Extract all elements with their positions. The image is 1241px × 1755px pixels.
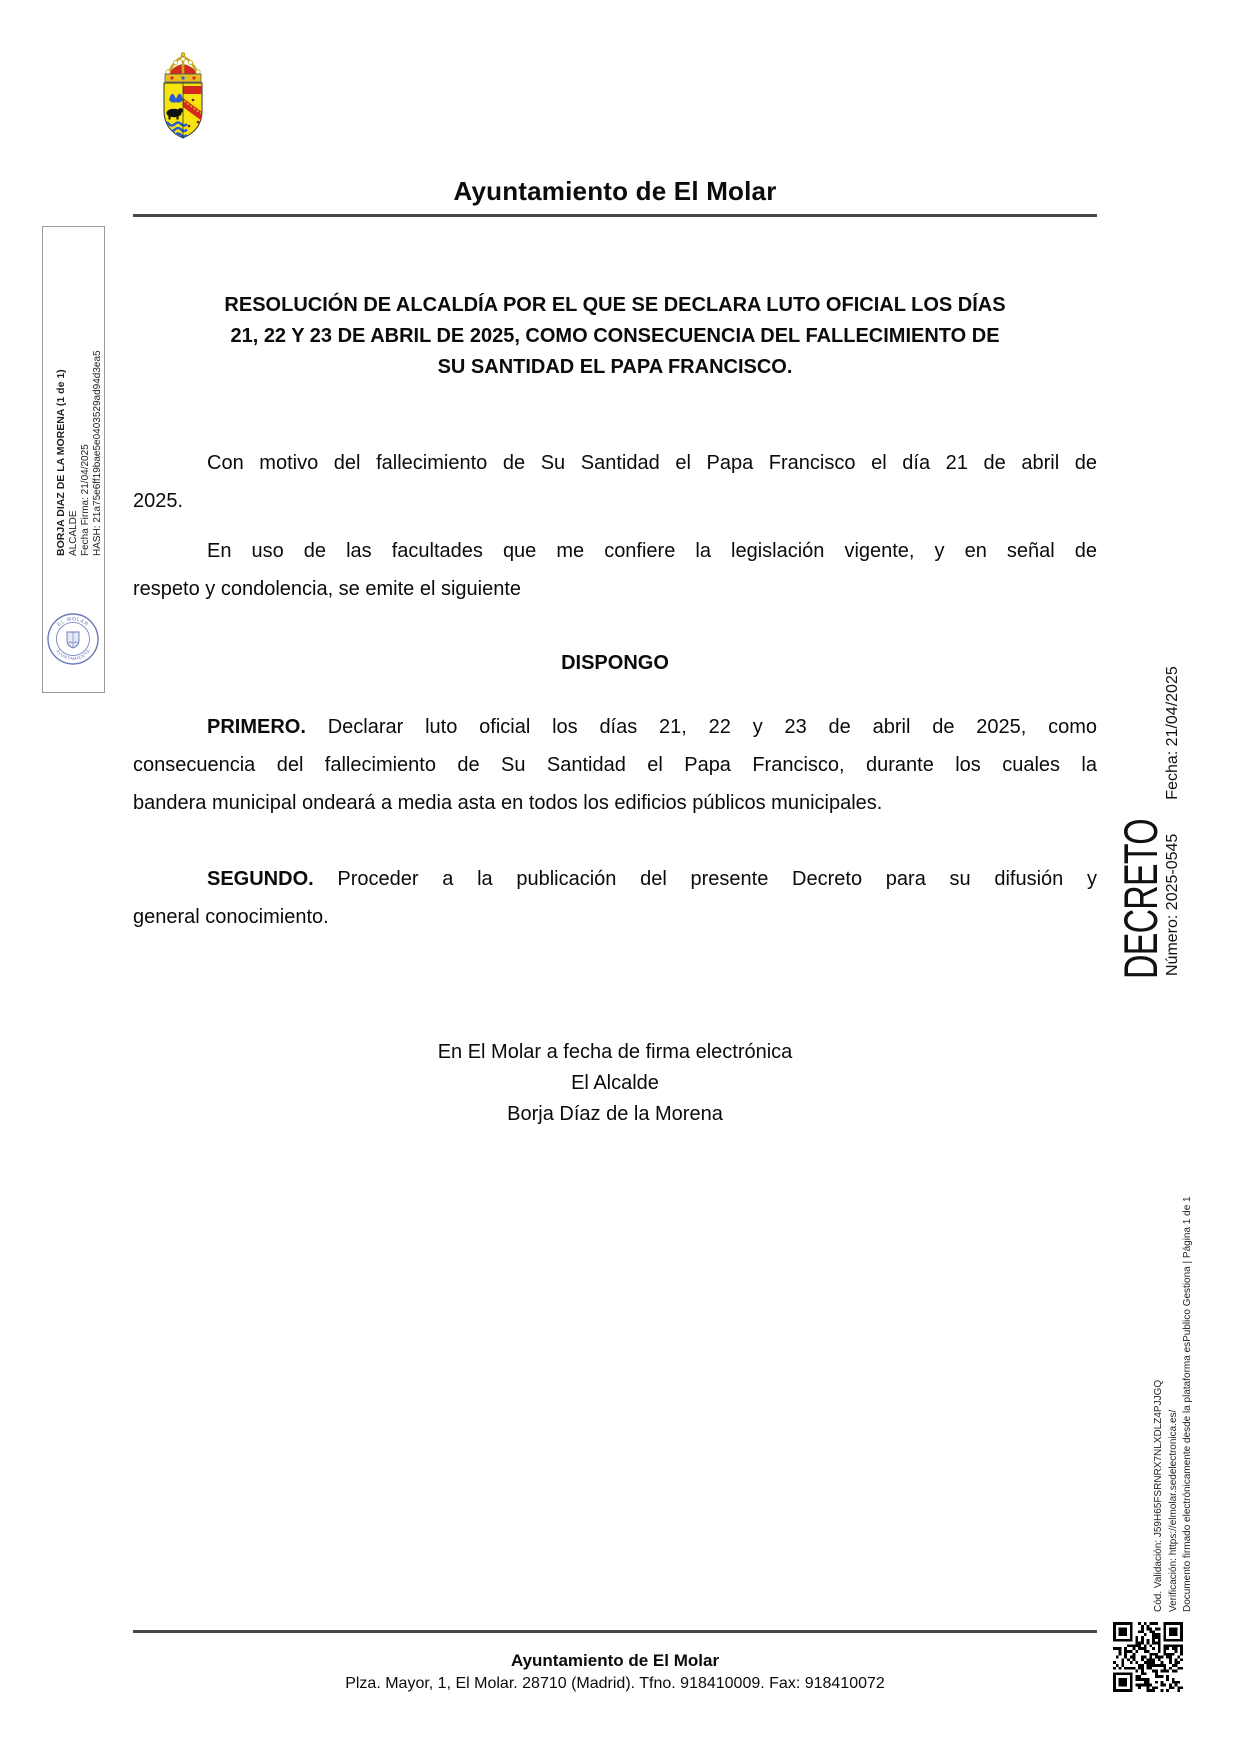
paragraph-line: bandera municipal ondeará a media asta en todos los edificios públicos municipales. xyxy=(133,792,883,814)
decree-date: Fecha: 21/04/2025 xyxy=(1164,666,1181,800)
svg-text:EL MOLAR xyxy=(56,616,89,628)
paragraph-line: Con motivo del fallecimiento de Su Santidad el Papa Francisco el día 21 de abril de xyxy=(207,452,1097,474)
paragraph-segundo xyxy=(133,860,1097,936)
header-title: Ayuntamiento de El Molar xyxy=(453,176,777,206)
paragraph-line: respeto y condolencia, se emite el siguiente xyxy=(133,578,522,600)
signature-sidebar-text xyxy=(54,350,104,556)
heading-line: SU SANTIDAD EL PAPA FRANCISCO. xyxy=(437,356,793,378)
verification-url: Verificación: https://elmolar.sedelectronica.es/ xyxy=(1167,1409,1179,1612)
paragraph-facultades xyxy=(133,532,1097,608)
paragraph-primero xyxy=(133,708,1097,822)
qr-code xyxy=(1113,1622,1183,1692)
paragraph-line: consecuencia del fallecimiento de Su Santidad el Papa Francisco, durante los cuales la xyxy=(133,754,1097,776)
signer-name: BORJA DIAZ DE LA MORENA (1 de 1) xyxy=(55,369,67,556)
primero-lead: PRIMERO. xyxy=(207,716,306,738)
footer-title: Ayuntamiento de El Molar xyxy=(510,1651,720,1670)
signature-name-line: Borja Díaz de la Morena xyxy=(507,1103,723,1125)
coat-of-arms-icon xyxy=(149,50,217,142)
platform-note: Documento firmado electrónicamente desde la plataforma esPublico Gestiona | Página 1 de 1 xyxy=(1182,1196,1193,1612)
paragraph-line: En uso de las facultades que me confiere la legislación vigente, y en señal de xyxy=(207,540,1097,562)
segundo-line1-rest: Proceder a la publicación del presente Decreto para su difusión y xyxy=(313,868,1097,890)
qr-code-image xyxy=(1113,1622,1183,1692)
heading-line: 21, 22 Y 23 DE ABRIL DE 2025, COMO CONSECUENCIA DEL FALLECIMIENTO DE xyxy=(230,325,1000,347)
validation-sidebar xyxy=(1152,1196,1196,1612)
heading-line: RESOLUCIÓN DE ALCALDÍA POR EL QUE SE DECLARA LUTO OFICIAL LOS DÍAS xyxy=(224,294,1006,316)
decree-number: Número: 2025-0545 xyxy=(1164,833,1181,976)
dispongo-heading: DISPONGO xyxy=(561,652,669,674)
signature-place-line: En El Molar a fecha de firma electrónica xyxy=(437,1041,793,1063)
signature-role-line: El Alcalde xyxy=(571,1072,659,1094)
footer-rule xyxy=(133,1630,1097,1633)
paragraph-line xyxy=(133,860,1097,898)
primero-line1-rest: Declarar luto oficial los días 21, 22 y 23 de abril de 2025, como xyxy=(305,716,1097,738)
decree-label: DECRETO xyxy=(1114,819,1167,979)
decree-meta xyxy=(1164,666,1182,976)
footer-address: Plza. Mayor, 1, El Molar. 28710 (Madrid). Tfno. 918410009. Fax: 918410072 xyxy=(345,1675,885,1692)
signature-block xyxy=(133,1037,1097,1130)
signature-hash: HASH: 21a75e6ff19bae5e0403529ad94d3ea5 xyxy=(92,350,103,556)
municipal-seal-icon xyxy=(46,612,100,666)
paragraph-line xyxy=(133,708,1097,746)
seal-top-text: EL MOLAR xyxy=(56,616,90,629)
segundo-lead: SEGUNDO. xyxy=(207,868,314,890)
paragraph-motivo xyxy=(133,444,1097,520)
paragraph-line: general conocimiento. xyxy=(133,906,329,928)
signature-date: Fecha Firma: 21/04/2025 xyxy=(80,444,91,556)
header-rule xyxy=(133,214,1097,217)
svg-text:AYUNTAMIENTO xyxy=(55,648,91,661)
paragraph-line: 2025. xyxy=(133,490,184,512)
document-heading xyxy=(133,290,1097,383)
seal-bottom-text: AYUNTAMIENTO xyxy=(54,648,92,662)
validation-code: Cód. Validación: J59H65FSRNRX7NLXDLZ4PJJGQ xyxy=(1153,1379,1164,1612)
signer-role: ALCALDE xyxy=(68,510,79,556)
